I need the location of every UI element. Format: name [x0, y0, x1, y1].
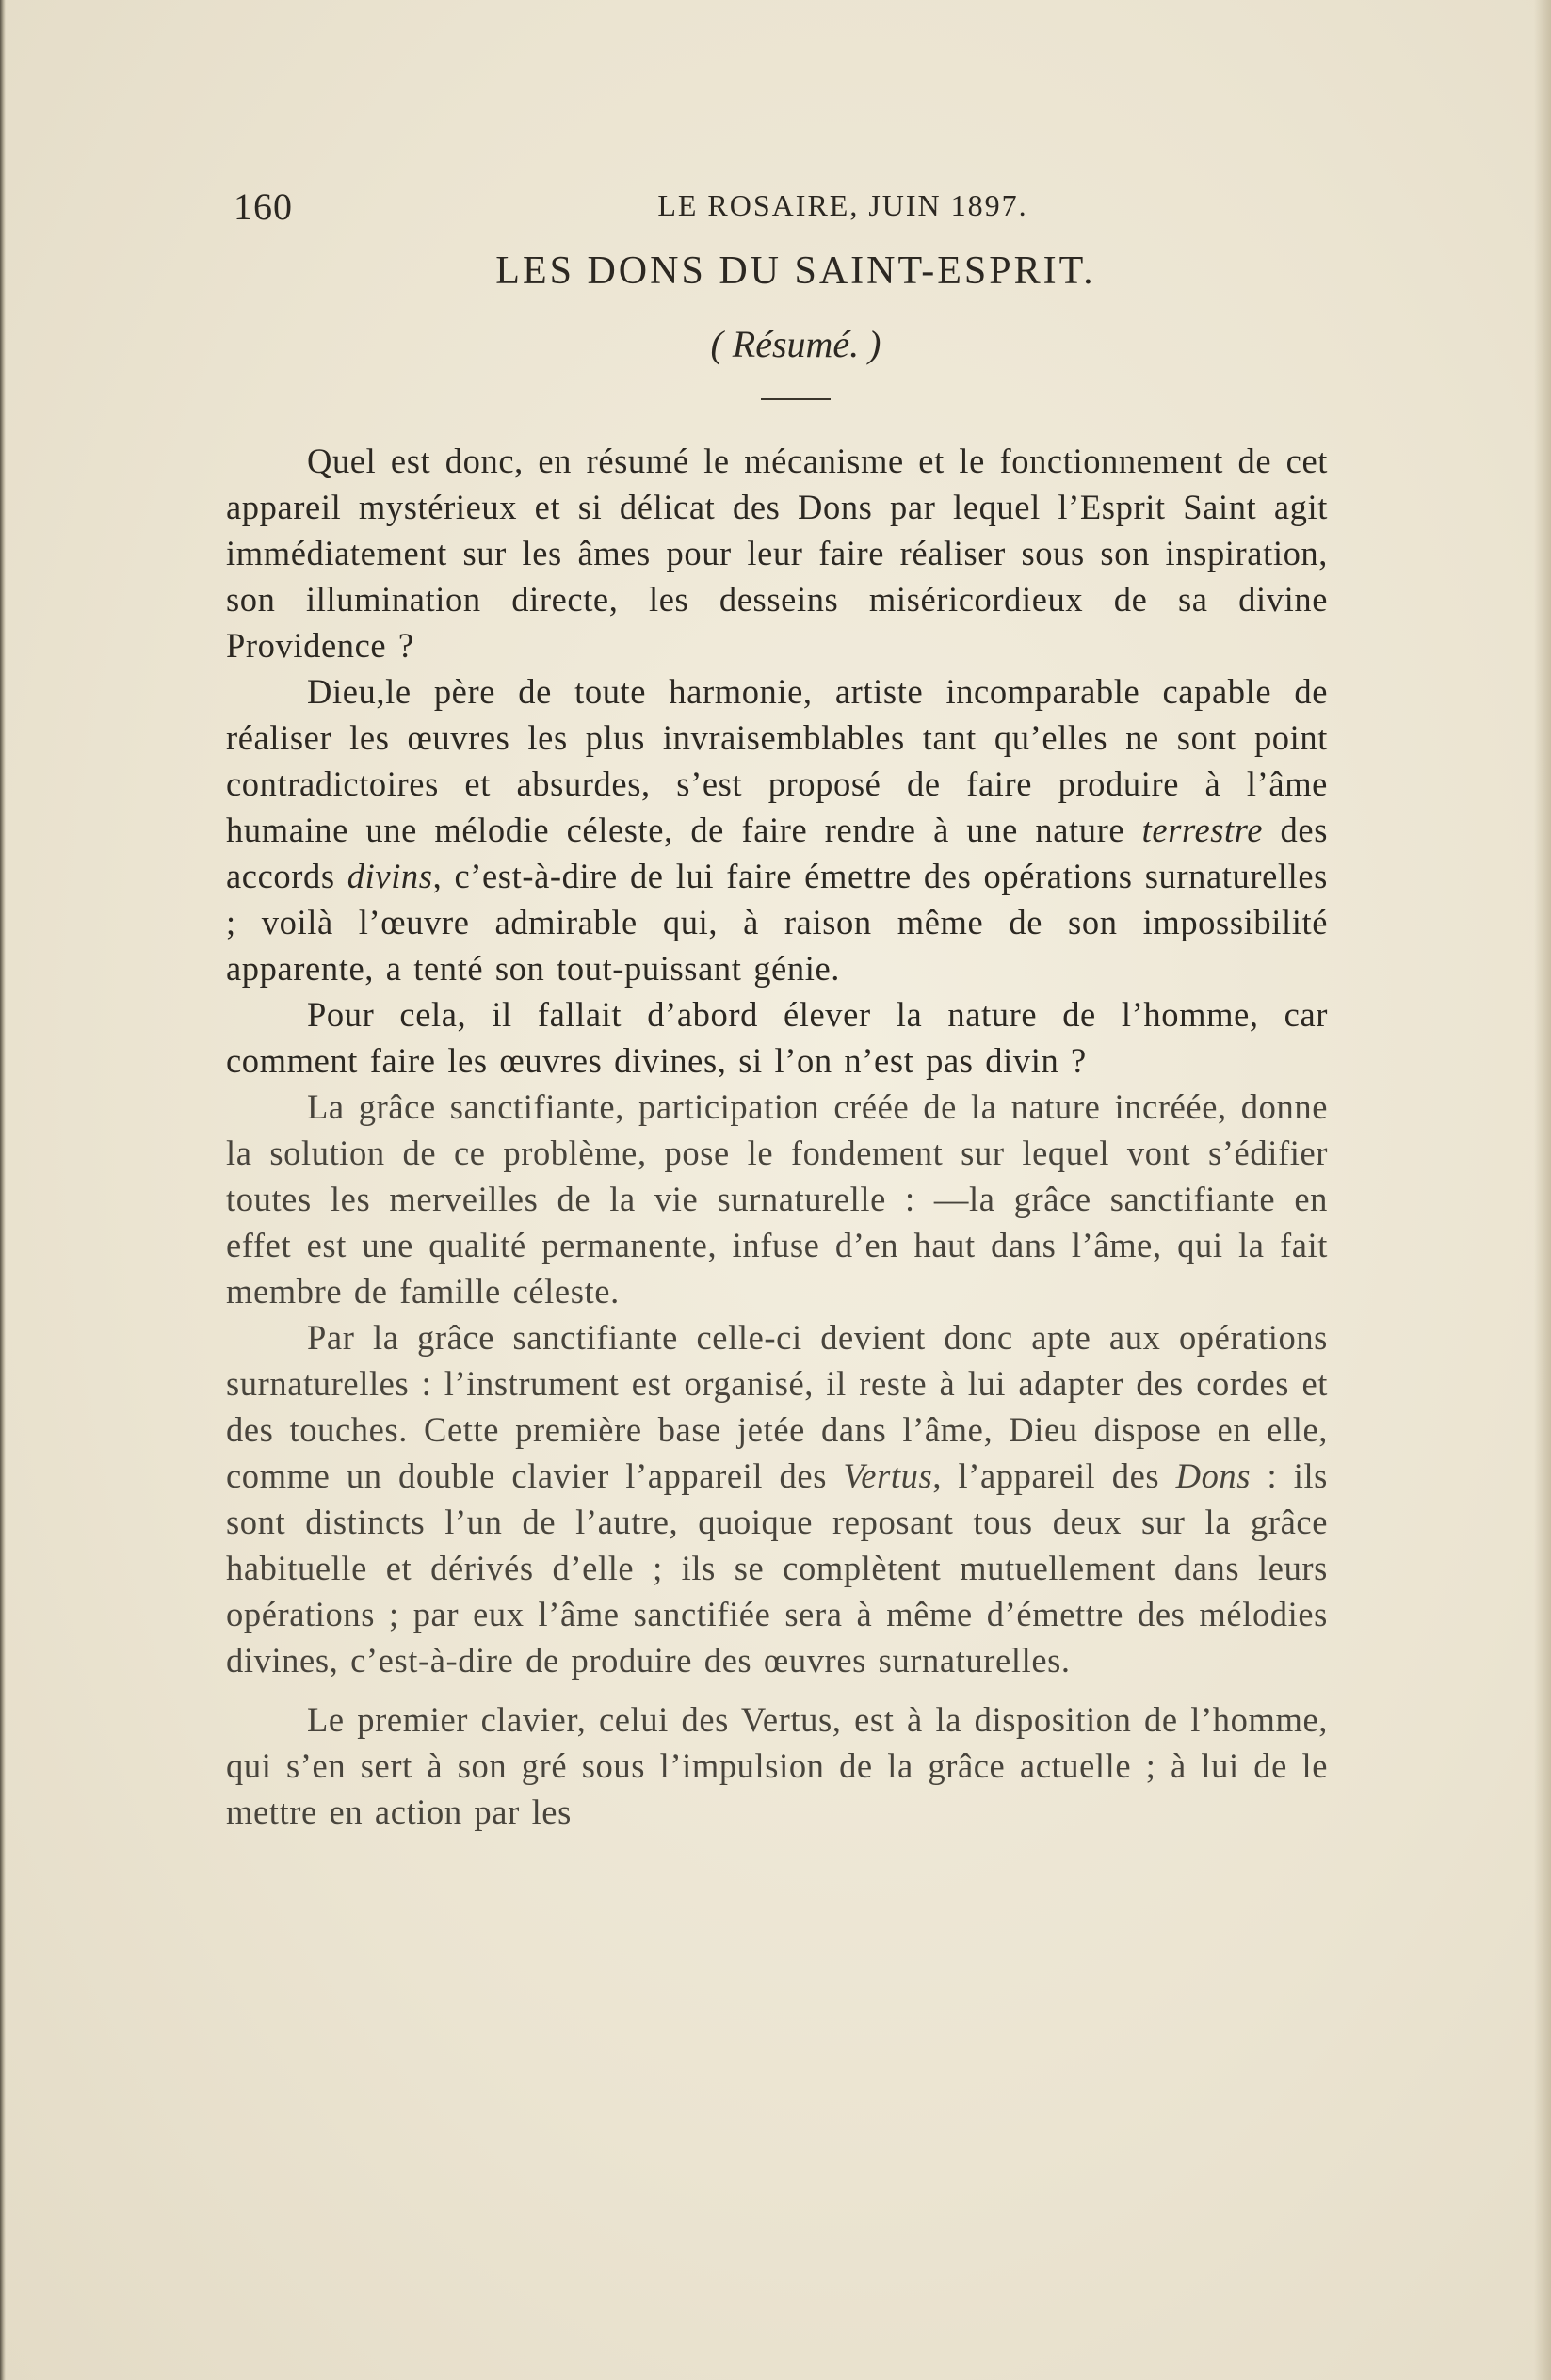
article-subtitle: ( Résumé. ) [710, 323, 881, 365]
paragraph-text: Par la grâce sanctifiante celle-ci devient donc apte aux opérations surnaturelles : l’instrument est organisé, il reste à lui adapter des cordes et des touches. Cette première base jetée dans l’âme, Dieu dispose en elle, comme un double clavier l’appareil des [226, 1318, 1328, 1495]
paragraph [226, 1697, 1328, 1835]
paragraph-text: : ils sont distincts l’un de l’autre, quoique reposant tous deux sur la grâce habituelle et dérivés d’elle ; ils se complètent mutuellement dans leurs opérations ; par eux l’âme sanctifiée sera à même d’émettre des mélodies divines, c’est-à-dire de produire des œuvres surnaturelles. [226, 1456, 1328, 1680]
running-head [226, 179, 1328, 235]
paragraph [226, 438, 1328, 668]
paragraph [226, 1314, 1328, 1683]
paragraph-text: Pour cela, il fallait d’abord élever la nature de l’homme, car comment faire les œuvres divines, si l’on n’est pas divin ? [226, 995, 1328, 1080]
page-number: 160 [234, 185, 293, 228]
title-rule [761, 398, 831, 400]
text-block [226, 179, 1328, 1835]
paragraph [226, 668, 1328, 991]
article-title: LES DONS DU SAINT-ESPRIT. [495, 249, 1096, 293]
running-title: LE ROSAIRE, JUIN 1897. [657, 188, 1028, 222]
italic-word: Vertus [843, 1456, 933, 1495]
paragraph [226, 1084, 1328, 1314]
paragraph [226, 991, 1328, 1084]
page-edge [1534, 0, 1551, 2380]
paragraph-text: , c’est-à-dire de lui faire émettre des opérations surnaturelles ; voilà l’œuvre admirable qui, à raison même de son impossibilité apparente, a tenté son tout-puissant génie. [226, 857, 1328, 988]
paragraph-text: des accords [226, 811, 1329, 895]
paragraph-text: La grâce sanctifiante, participation créée de la nature incréée, donne la solution de ce problème, pose le fondement sur lequel vont s’édifier toutes les merveilles de la vie surnaturelle : —la grâce sanctifiante en effet est une qualité permanente, infuse d’en haut dans l’âme, qui la fait membre de famille céleste. [226, 1087, 1328, 1311]
page-binding-shadow [0, 0, 6, 2380]
paragraph-text: Quel est donc, en résumé le mécanisme et le fonctionnement de cet appareil mystérieux et si délicat des Dons par lequel l’Esprit Saint agit immédiatement sur les âmes pour leur faire réaliser sous son inspiration, son illumination directe, les desseins miséricordieux de sa divine Providence ? [226, 442, 1328, 665]
italic-word: divins [347, 857, 433, 895]
paragraph-text: Dieu,le père de toute harmonie, artiste incomparable capable de réaliser les œuvres les plus invraisemblables tant qu’elles ne sont point contradictoires et absurdes, s’est proposé de faire produire à l’âme humaine une mélodie céleste, de faire rendre à une nature [226, 672, 1328, 849]
paragraph-text: , l’appareil des [932, 1456, 1176, 1495]
italic-word: Dons [1175, 1456, 1252, 1495]
italic-word: terrestre [1141, 811, 1264, 849]
paragraph-text: Le premier clavier, celui des Vertus, est à la disposition de l’homme, qui s’en sert à son gré sous l’impulsion de la grâce actuelle ; à lui de le mettre en action par les [226, 1700, 1328, 1831]
